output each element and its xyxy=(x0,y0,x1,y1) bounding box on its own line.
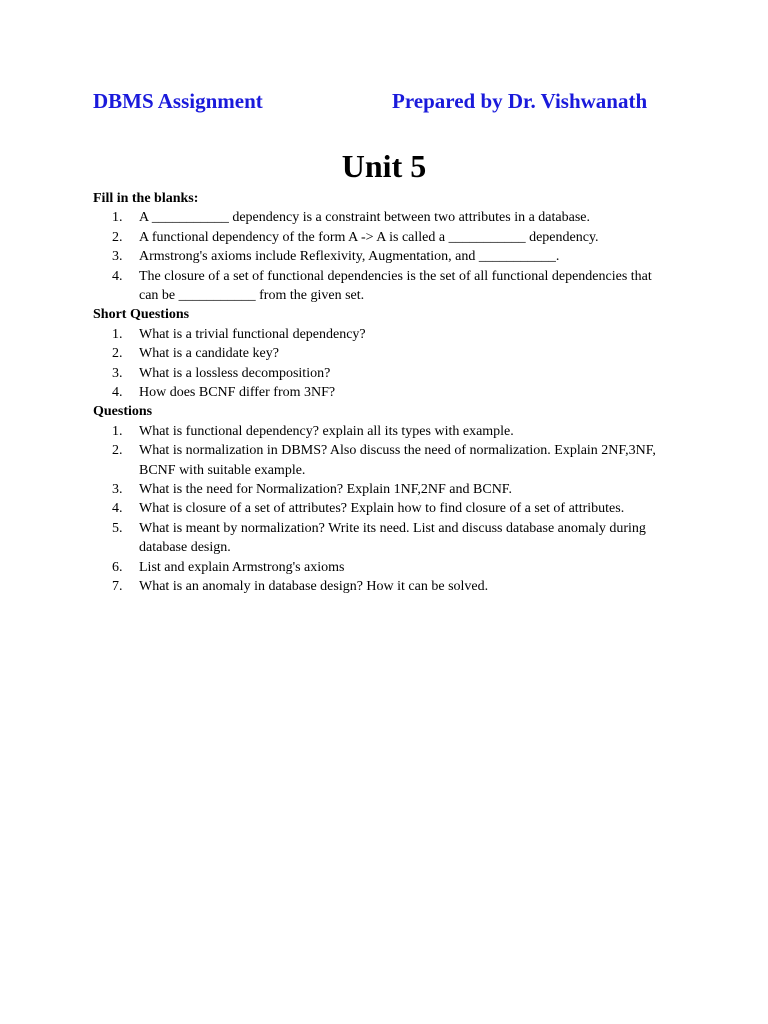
item-text: The closure of a set of functional dependencies is the set of all functional dependencies that can be ___________ from the given set. xyxy=(139,268,652,304)
item-number: 3. xyxy=(112,482,123,498)
section-heading: Short Questions xyxy=(93,307,190,323)
list-item xyxy=(93,499,673,518)
question-list xyxy=(93,422,673,597)
question-list xyxy=(93,208,673,305)
item-number: 2. xyxy=(112,346,123,362)
item-number: 3. xyxy=(112,249,123,265)
section-questions xyxy=(93,402,673,596)
author-header: Prepared by Dr. Vishwanath xyxy=(392,89,648,113)
item-text: List and explain Armstrong's axioms xyxy=(139,559,345,575)
item-number: 4. xyxy=(112,501,123,517)
item-text: What is normalization in DBMS? Also discuss the need of normalization. Explain 2NF,3NF, BCNF with suitable example. xyxy=(139,443,656,478)
item-number: 3. xyxy=(112,365,123,381)
item-text: How does BCNF differ from 3NF? xyxy=(139,385,336,401)
list-item xyxy=(93,422,673,441)
item-text: What is the need for Normalization? Explain 1NF,2NF and BCNF. xyxy=(139,482,512,498)
list-item xyxy=(93,267,673,306)
item-number: 4. xyxy=(112,385,123,401)
item-text: What is closure of a set of attributes? Explain how to find closure of a set of attributes. xyxy=(139,501,625,517)
item-number: 1. xyxy=(112,326,123,342)
item-text: A ___________ dependency is a constraint between two attributes in a database. xyxy=(139,210,590,226)
list-item xyxy=(93,519,673,558)
list-item xyxy=(93,208,673,227)
section-short-questions xyxy=(93,305,673,402)
item-number: 5. xyxy=(112,520,123,536)
list-item xyxy=(93,325,673,344)
item-text: What is a lossless decomposition? xyxy=(139,365,331,381)
item-number: 2. xyxy=(112,443,123,459)
item-text: What is functional dependency? explain all its types with example. xyxy=(139,423,514,439)
item-text: Armstrong's axioms include Reflexivity, Augmentation, and ___________. xyxy=(139,249,560,265)
section-fill-in-the-blanks xyxy=(93,189,673,305)
list-item xyxy=(93,558,673,577)
list-item xyxy=(93,383,673,402)
list-item xyxy=(93,480,673,499)
section-heading: Questions xyxy=(93,404,153,420)
section-heading: Fill in the blanks: xyxy=(93,191,199,206)
item-text: What is a trivial functional dependency? xyxy=(139,326,366,342)
document-body xyxy=(93,189,673,596)
item-number: 7. xyxy=(112,579,123,595)
list-item xyxy=(93,441,673,480)
item-number: 2. xyxy=(112,229,123,245)
item-text: What is a candidate key? xyxy=(139,346,279,362)
item-number: 1. xyxy=(112,423,123,439)
list-item xyxy=(93,364,673,383)
question-list xyxy=(93,325,673,403)
page-title: Unit 5 xyxy=(341,148,427,184)
item-number: 4. xyxy=(112,268,123,284)
item-text: What is an anomaly in database design? How it can be solved. xyxy=(139,579,489,595)
list-item xyxy=(93,344,673,363)
item-number: 6. xyxy=(112,559,123,575)
list-item xyxy=(93,228,673,247)
list-item xyxy=(93,577,673,596)
item-number: 1. xyxy=(112,210,123,226)
list-item xyxy=(93,247,673,266)
assignment-header: DBMS Assignment xyxy=(93,89,263,113)
item-text: A functional dependency of the form A -> A is called a ___________ dependency. xyxy=(139,229,599,245)
item-text: What is meant by normalization? Write its need. List and discuss database anomaly during database design. xyxy=(139,520,646,556)
